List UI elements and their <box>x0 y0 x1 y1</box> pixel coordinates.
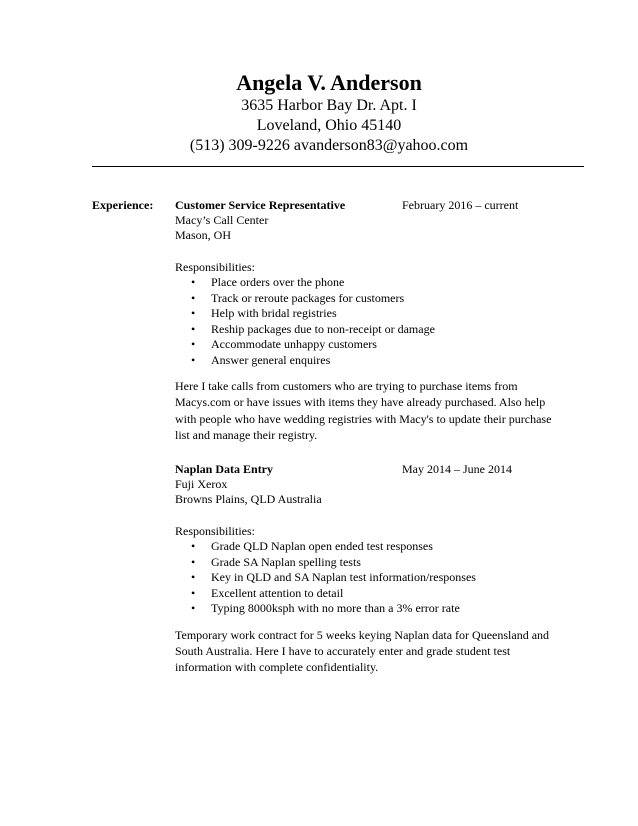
address-line-1: 3635 Harbor Bay Dr. Apt. I <box>241 97 417 114</box>
header-divider <box>92 166 584 167</box>
candidate-name: Angela V. Anderson <box>236 70 422 95</box>
bullet-icon: • <box>191 601 196 615</box>
responsibilities-label: Responsibilities: <box>175 260 256 274</box>
list-item: • Place orders over the phone <box>191 275 345 289</box>
list-item: • Grade SA Naplan spelling tests <box>191 554 361 569</box>
bullet-icon: • <box>191 306 196 320</box>
list-item: • Track or reroute packages for customers <box>191 290 405 305</box>
list-item: • Reship packages due to non-receipt or damage <box>191 321 435 336</box>
bullet-icon: • <box>191 337 196 351</box>
address-line-2: Loveland, Ohio 45140 <box>256 117 402 134</box>
list-item: • Accommodate unhappy customers <box>191 337 377 351</box>
resume-header <box>0 70 638 156</box>
responsibilities-list <box>175 539 575 617</box>
bullet-icon: • <box>191 539 196 553</box>
bullet-icon: • <box>191 585 196 600</box>
list-item: • Typing 8000ksph with no more than a 3% error rate <box>191 601 460 615</box>
bullet-icon: • <box>191 290 196 305</box>
job-dates: February 2016 – current <box>402 198 519 212</box>
list-item: • Answer general enquires <box>191 352 331 367</box>
job-location: Mason, OH <box>175 228 231 242</box>
job-title: Customer Service Representative <box>175 198 346 212</box>
responsibilities-list <box>175 275 575 368</box>
job-company: Macy’s Call Center <box>175 213 269 227</box>
list-item: • Grade QLD Naplan open ended test responses <box>191 539 433 553</box>
job-entry-customer-service <box>175 198 575 443</box>
list-item: • Help with bridal registries <box>191 306 337 320</box>
job-company: Fuji Xerox <box>175 477 228 491</box>
job-description: Temporary work contract for 5 weeks keying Naplan data for Queensland and South Australia. Here I have to accurately enter and grade student test information with complete confidentiality. <box>175 627 550 675</box>
bullet-icon: • <box>191 352 196 367</box>
job-entry-naplan <box>175 462 575 675</box>
contact-line: (513) 309-9226 avanderson83@yahoo.com <box>189 137 469 154</box>
bullet-icon: • <box>191 570 196 584</box>
bullet-icon: • <box>191 321 196 336</box>
list-item: • Key in QLD and SA Naplan test information/responses <box>191 570 476 584</box>
bullet-icon: • <box>191 554 196 569</box>
responsibilities-label: Responsibilities: <box>175 524 256 538</box>
job-location: Browns Plains, QLD Australia <box>175 492 322 506</box>
job-title: Naplan Data Entry <box>175 462 274 476</box>
job-dates: May 2014 – June 2014 <box>402 462 512 476</box>
job-description: Here I take calls from customers who are trying to purchase items from Macys.com or have issues with items they have already purchased. Also help with people who have wedding registries with Macy's to update their purchase list and manage their registry. <box>175 379 552 442</box>
list-item: • Excellent attention to detail <box>191 585 344 600</box>
experience-label: Experience: <box>92 198 154 212</box>
bullet-icon: • <box>191 275 196 289</box>
